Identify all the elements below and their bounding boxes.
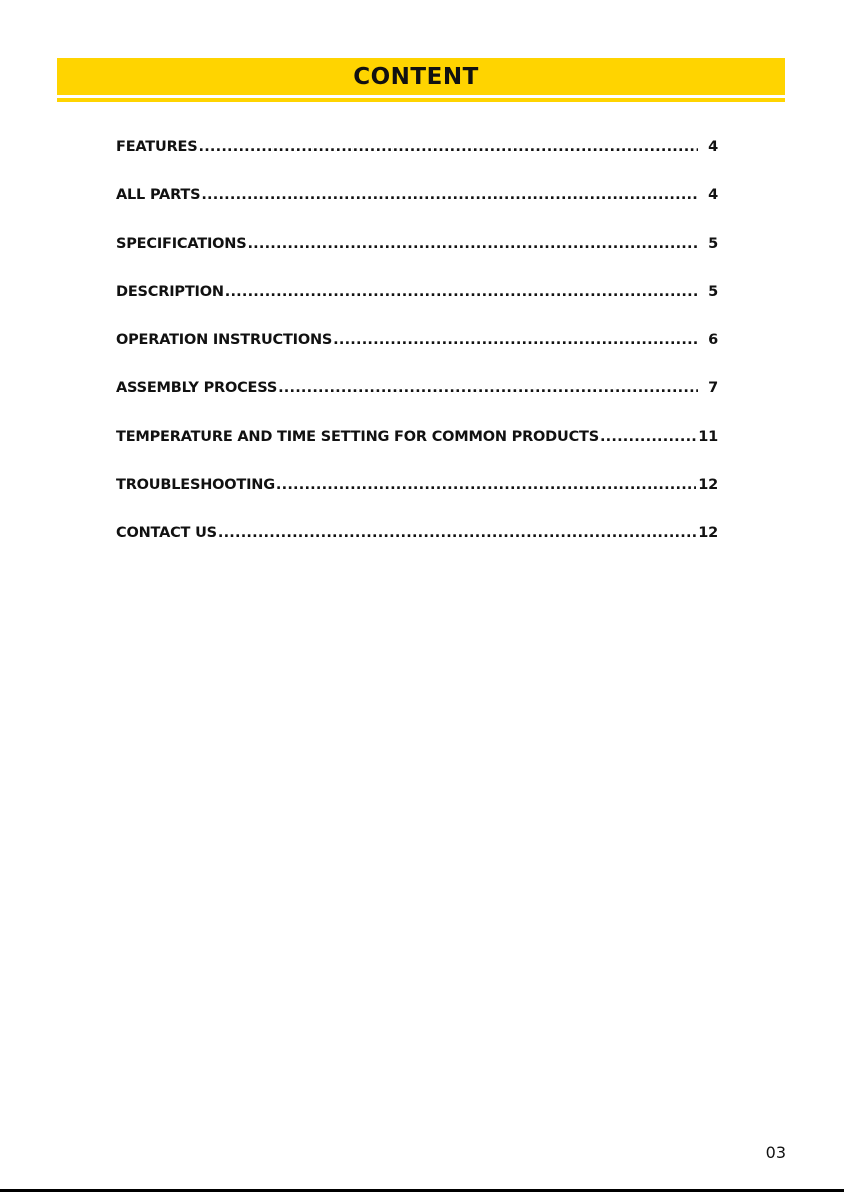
toc-entry-page: 12 [698, 525, 718, 542]
toc-entry-label: TEMPERATURE AND TIME SETTING FOR COMMON PRODUCTS [116, 428, 599, 445]
toc-entry-label: ALL PARTS [116, 187, 201, 204]
toc-entry-all-parts[interactable] [116, 187, 718, 235]
toc-dot-leader [600, 429, 696, 445]
toc-entry-label: TROUBLESHOOTING [116, 477, 275, 494]
toc-entry-page: 6 [708, 332, 718, 349]
toc-dot-leader [218, 525, 696, 541]
toc-entry-page: 12 [698, 477, 718, 494]
toc-entry-page: 7 [708, 380, 718, 397]
toc-entry-label: DESCRIPTION [116, 283, 224, 300]
toc-entry-label: CONTACT US [116, 525, 217, 542]
toc-entry-page: 4 [708, 139, 718, 155]
toc-entry-label: ASSEMBLY PROCESS [116, 380, 278, 397]
toc-entry-label: OPERATION INSTRUCTIONS [116, 332, 333, 349]
toc-dot-leader [201, 187, 698, 203]
toc-entry-page: 4 [708, 187, 718, 204]
toc-entry-page: 5 [708, 235, 718, 252]
toc-dot-leader [276, 477, 696, 493]
toc-entry-contact-us[interactable] [116, 525, 718, 573]
toc-entry-description[interactable] [116, 284, 718, 332]
toc-entry-specifications[interactable] [116, 236, 718, 284]
page-number: 03 [765, 1143, 786, 1162]
toc-entry-operation-instructions[interactable] [116, 332, 718, 380]
toc-dot-leader [333, 332, 698, 348]
table-of-contents [116, 139, 718, 574]
toc-dot-leader [225, 284, 698, 300]
toc-entry-assembly-process[interactable] [116, 380, 718, 428]
toc-dot-leader [247, 236, 698, 252]
toc-entry-features[interactable] [116, 139, 718, 187]
page-title: CONTENT [353, 63, 479, 90]
toc-entry-page: 5 [708, 283, 718, 300]
toc-entry-troubleshooting[interactable] [116, 477, 718, 525]
header-band [57, 58, 785, 95]
toc-dot-leader [199, 139, 699, 155]
toc-entry-page: 11 [698, 428, 718, 445]
header-divider [57, 98, 785, 102]
toc-entry-label: SPECIFICATIONS [116, 235, 247, 252]
toc-dot-leader [278, 380, 698, 396]
toc-entry-temperature-and-time[interactable] [116, 429, 718, 477]
toc-entry-label: FEATURES [116, 139, 198, 155]
